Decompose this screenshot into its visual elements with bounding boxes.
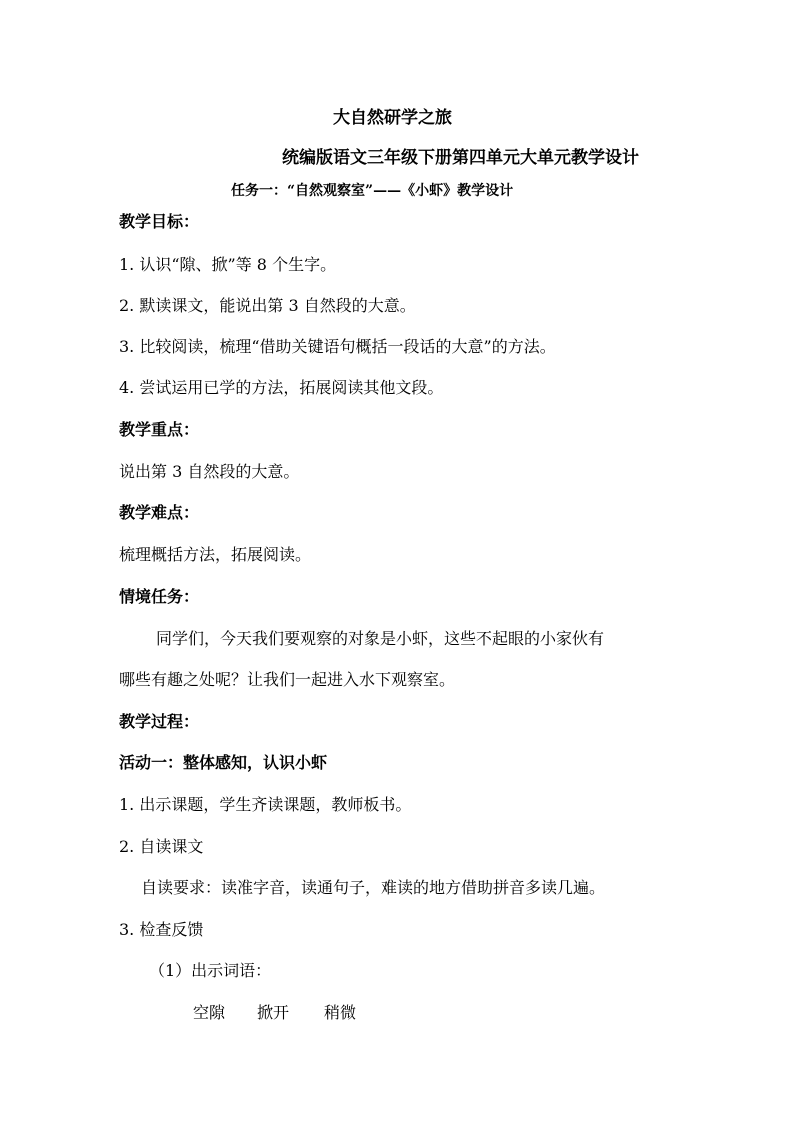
document-title: 大自然研学之旅 [333,108,452,128]
scenario-line-2: 哪些有趣之处呢？让我们一起进入水下观察室。 [119,670,456,689]
goal-item-1: 1. 认识“隙、掀”等 8 个生字。 [119,255,337,274]
focus-text: 说出第 3 自然段的大意。 [119,462,300,481]
focus-heading: 教学重点： [119,420,200,439]
goals-heading: 教学目标： [119,212,200,231]
step-1: 1. 出示课题，学生齐读课题，教师板书。 [119,795,412,814]
goal-item-3: 3. 比较阅读，梳理“借助关键语句概括一段话的大意”的方法。 [119,337,556,356]
difficulty-text: 梳理概括方法，拓展阅读。 [119,545,312,564]
document-subtitle: 统编版语文三年级下册第四单元大单元教学设计 [282,148,639,168]
step-3-sub: （1）出示词语： [149,961,272,980]
process-heading: 教学过程： [119,712,200,731]
goal-item-4: 4. 尝试运用已学的方法，拓展阅读其他文段。 [119,378,444,397]
word-2: 掀开 [257,1003,290,1022]
word-1: 空隙 [193,1003,226,1022]
scenario-heading: 情境任务： [119,587,200,606]
activity1-heading: 活动一：整体感知，认识小虾 [119,753,328,772]
step-2-requirement: 自读要求：读准字音，读通句子，难读的地方借助拼音多读几遍。 [141,878,606,897]
scenario-line-1: 同学们，今天我们要观察的对象是小虾，这些不起眼的小家伙有 [156,629,605,648]
step-3: 3. 检查反馈 [119,920,204,939]
task-title: 任务一：“自然观察室”——《小虾》教学设计 [231,183,514,199]
word-3: 稍微 [324,1003,357,1022]
goal-item-2: 2. 默读课文，能说出第 3 自然段的大意。 [119,296,416,315]
step-2: 2. 自读课文 [119,837,204,856]
difficulty-heading: 教学难点： [119,503,200,522]
